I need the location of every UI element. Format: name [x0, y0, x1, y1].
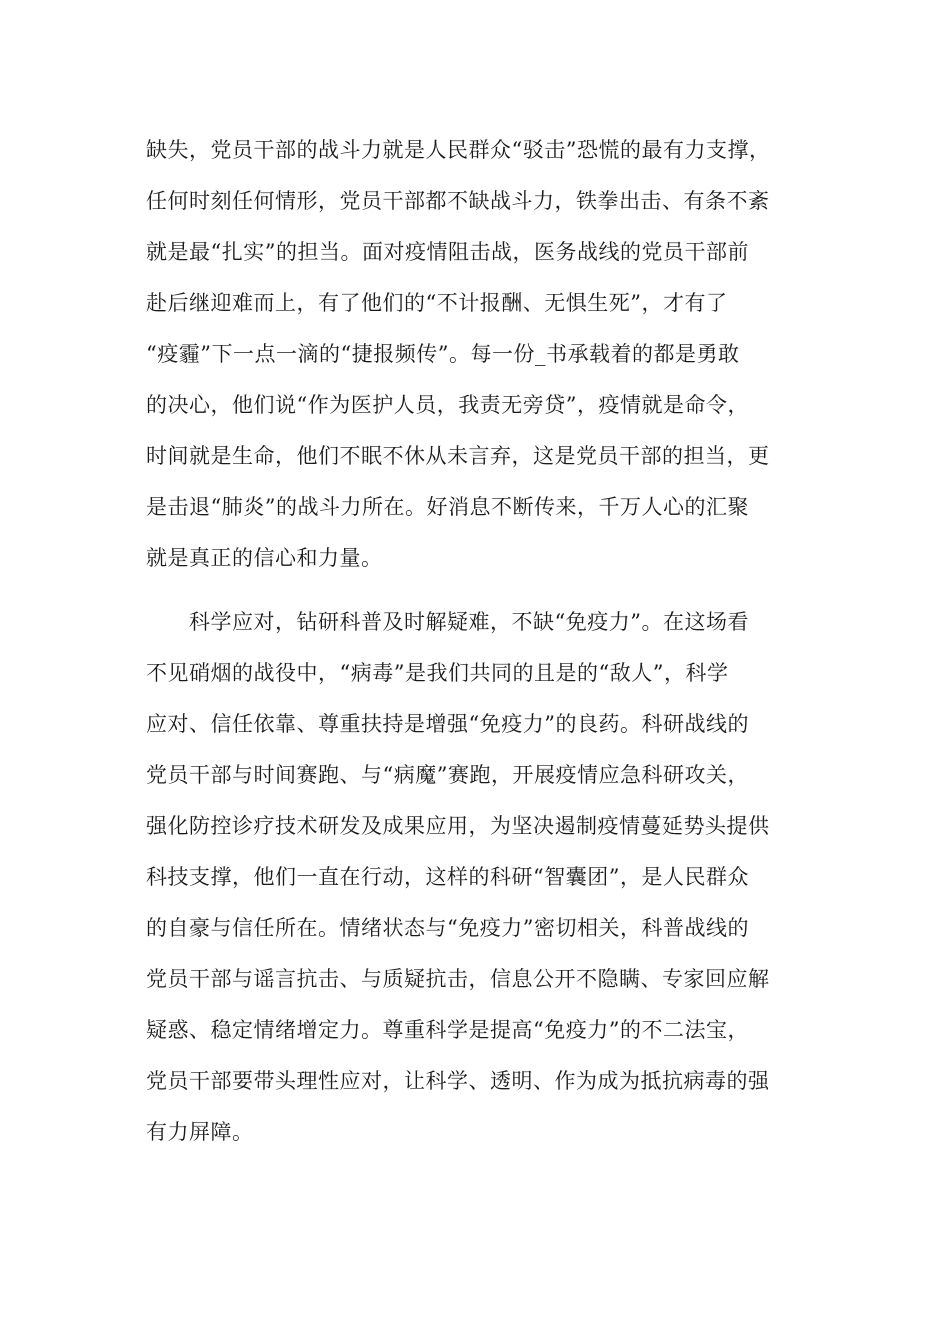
text-line: 有力屏障。 [146, 1120, 254, 1144]
text-line: 党员干部要带头理性应对，让科学、透明、作为成为抵抗病毒的强 [146, 1069, 770, 1093]
text-line: 不见硝烟的战役中，“病毒”是我们共同的且是的“敌人”，科学 [146, 661, 729, 685]
text-line: 党员干部与谣言抗击、与质疑抗击，信息公开不隐瞒、专家回应解 [146, 967, 770, 991]
paragraph-1 [146, 125, 806, 584]
text-line: 疑惑、稳定情绪增定力。尊重科学是提高“免疫力”的不二法宝， [146, 1018, 749, 1042]
text-line: 是击退“肺炎”的战斗力所在。好消息不断传来，千万人心的汇聚 [146, 495, 749, 519]
text-line: “疫霾”下一点一滴的“捷报频传”。每一份_书承载着的都是勇敢 [146, 342, 740, 366]
paragraph-2 [146, 597, 806, 1158]
text-line: 的自豪与信任所在。情绪状态与“免疫力”密切相关，科普战线的 [146, 916, 749, 940]
text-line: 就是最“扎实”的担当。面对疫情阻击战，医务战线的党员干部前 [146, 240, 749, 264]
text-line: 科技支撑，他们一直在行动，这样的科研“智囊团”，是人民群众 [146, 865, 749, 889]
text-line: 应对、信任依靠、尊重扶持是增强“免疫力”的良药。科研战线的 [146, 712, 749, 736]
text-line: 科学应对，钻研科普及时解疑难，不缺“免疫力”。在这场看 [146, 610, 749, 634]
text-line: 党员干部与时间赛跑、与“病魔”赛跑，开展疫情应急科研攻关， [146, 763, 749, 787]
text-line: 赴后继迎难而上，有了他们的“不计报酬、无惧生死”，才有了 [146, 291, 728, 315]
text-line: 任何时刻任何情形，党员干部都不缺战斗力，铁拳出击、有条不紊 [146, 189, 770, 213]
text-line: 的决心，他们说“作为医护人员，我责无旁贷”，疫情就是命令， [146, 393, 749, 417]
text-line: 时间就是生命，他们不眠不休从未言弃，这是党员干部的担当，更 [146, 444, 770, 468]
text-line: 缺失，党员干部的战斗力就是人民群众“驳击”恐慌的最有力支撑， [146, 138, 771, 162]
text-line: 就是真正的信心和力量。 [146, 546, 383, 570]
text-line: 强化防控诊疗技术研发及成果应用，为坚决遏制疫情蔓延势头提供 [146, 814, 770, 838]
